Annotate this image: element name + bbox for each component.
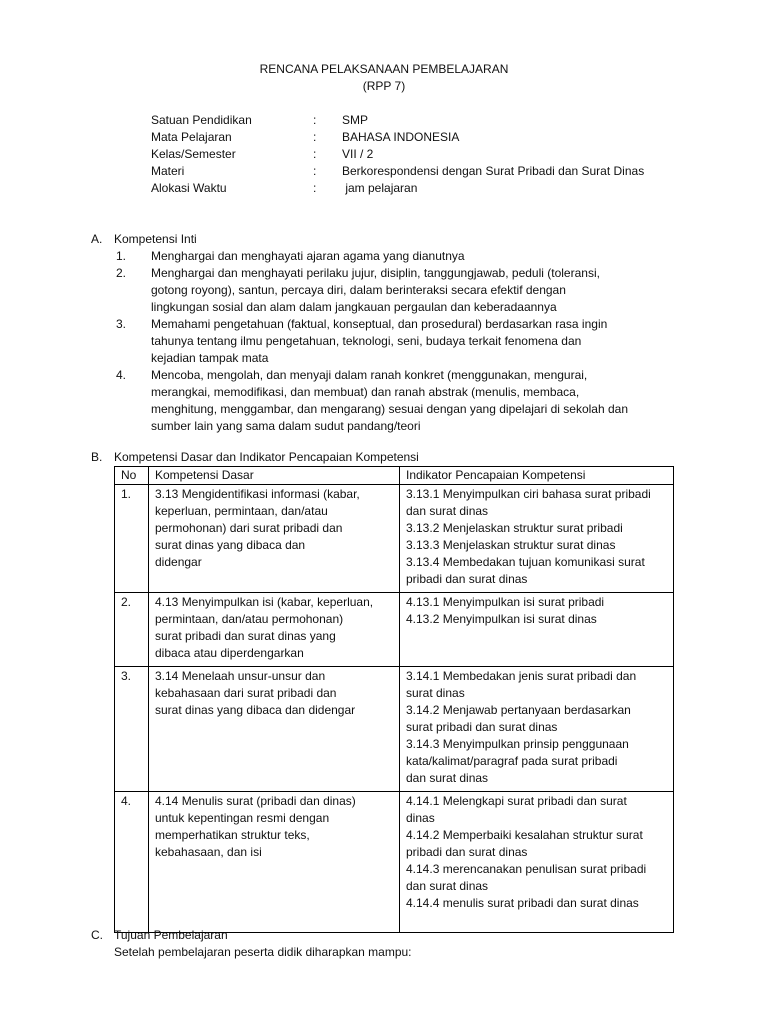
section-title: Tujuan Pembelajaran bbox=[114, 928, 228, 942]
identity-value: BAHASA INDONESIA bbox=[342, 130, 460, 144]
indicator-item: 4.14.3 merencanakan penulisan surat pribadi dan surat dinas bbox=[406, 862, 647, 893]
list-item bbox=[116, 367, 676, 435]
indicator-item: 4.14.2 Memperbaiki kesalahan struktur surat pribadi dan surat dinas bbox=[406, 828, 643, 859]
table-row bbox=[115, 667, 674, 792]
identity-label: Alokasi Waktu bbox=[151, 181, 227, 195]
competency-table bbox=[114, 466, 674, 933]
list-number: 2. bbox=[116, 266, 127, 280]
identity-row-school bbox=[151, 112, 711, 129]
indicator-item: 3.14.1 Membedakan jenis surat pribadi dan surat dinas bbox=[406, 669, 637, 700]
section-letter: C. bbox=[91, 928, 103, 942]
indicator-item: 3.13.3 Menjelaskan struktur surat dinas bbox=[406, 538, 616, 552]
list-item bbox=[116, 265, 676, 316]
document-subtitle: (RPP 7) bbox=[362, 79, 406, 93]
row-number: 3. bbox=[115, 667, 149, 792]
indicators-cell bbox=[400, 792, 674, 933]
table-row bbox=[115, 792, 674, 933]
identity-label: Satuan Pendidikan bbox=[151, 113, 252, 127]
identity-value: Berkorespondensi dengan Surat Pribadi dan Surat Dinas bbox=[342, 164, 645, 178]
identity-label: Materi bbox=[151, 164, 185, 178]
core-competency-list bbox=[116, 248, 676, 435]
indicator-item: 3.13.2 Menjelaskan struktur surat pribadi bbox=[406, 521, 623, 535]
list-item bbox=[116, 316, 676, 367]
section-letter: B. bbox=[91, 450, 103, 464]
list-item bbox=[116, 248, 676, 265]
identity-row-class bbox=[151, 146, 711, 163]
list-number: 1. bbox=[116, 249, 127, 263]
identity-value: VII / 2 bbox=[342, 147, 374, 161]
identity-label: Mata Pelajaran bbox=[151, 130, 232, 144]
indicator-item: 4.13.2 Menyimpulkan isi surat dinas bbox=[406, 612, 597, 626]
identity-colon: : bbox=[313, 164, 317, 178]
basic-competency-cell: 4.14 Menulis surat (pribadi dan dinas) untuk kepentingan resmi dengan memperhatikan struktur teks, kebahasaan, dan isi bbox=[149, 792, 400, 933]
identity-colon: : bbox=[313, 113, 317, 127]
list-text: Menghargai dan menghayati ajaran agama yang dianutnya bbox=[151, 249, 465, 263]
table-row bbox=[115, 593, 674, 667]
indicator-item: 4.14.4 menulis surat pribadi dan surat dinas bbox=[406, 896, 639, 910]
column-header-basic-competency: Kompetensi Dasar bbox=[149, 467, 400, 485]
learning-objective-intro: Setelah pembelajaran peserta didik diharapkan mampu: bbox=[114, 945, 412, 959]
row-number: 4. bbox=[115, 792, 149, 933]
row-number: 2. bbox=[115, 593, 149, 667]
indicators-cell bbox=[400, 593, 674, 667]
identity-row-material bbox=[151, 163, 711, 180]
section-letter: A. bbox=[91, 232, 103, 246]
section-title: Kompetensi Inti bbox=[114, 232, 197, 246]
indicators-cell bbox=[400, 485, 674, 593]
indicator-item: 3.13.4 Membedakan tujuan komunikasi surat pribadi dan surat dinas bbox=[406, 555, 645, 586]
identity-colon: : bbox=[313, 181, 317, 195]
list-number: 3. bbox=[116, 317, 127, 331]
identity-colon: : bbox=[313, 147, 317, 161]
indicator-item: 4.14.1 Melengkapi surat pribadi dan surat dinas bbox=[406, 794, 627, 825]
document-title: RENCANA PELAKSANAAN PEMBELAJARAN bbox=[259, 62, 509, 76]
basic-competency-cell: 4.13 Menyimpulkan isi (kabar, keperluan, permintaan, dan/atau permohonan) surat pribadi dan surat dinas yang dibaca atau diperdengarkan bbox=[149, 593, 400, 667]
identity-label: Kelas/Semester bbox=[151, 147, 236, 161]
indicators-cell bbox=[400, 667, 674, 792]
row-number: 1. bbox=[115, 485, 149, 593]
list-text: Mencoba, mengolah, dan menyaji dalam ranah konkret (menggunakan, mengurai, merangkai, memodifikasi, dan membuat) dan ranah abstrak (menulis, membaca, menghitung, menggambar, dan mengarang) sesuai dengan yang dipelajari di sekolah dan sumber lain yang sama dalam sudut pandang/teori bbox=[151, 368, 628, 433]
indicator-item: 3.13.1 Menyimpulkan ciri bahasa surat pribadi dan surat dinas bbox=[406, 487, 651, 518]
table-row bbox=[115, 485, 674, 593]
column-header-no: No bbox=[115, 467, 149, 485]
list-text: Menghargai dan menghayati perilaku jujur, disiplin, tanggungjawab, peduli (toleransi, gotong royong), santun, percaya diri, dalam berinteraksi secara efektif dengan lingkungan sosial dan alam dalam jangkauan pergaulan dan keberadaannya bbox=[151, 266, 600, 314]
identity-colon: : bbox=[313, 130, 317, 144]
table-header-row bbox=[115, 467, 674, 485]
section-title: Kompetensi Dasar dan Indikator Pencapaian Kompetensi bbox=[114, 450, 419, 464]
indicator-item: 3.14.2 Menjawab pertanyaan berdasarkan surat pribadi dan surat dinas bbox=[406, 703, 631, 734]
identity-value: jam pelajaran bbox=[342, 181, 418, 195]
identity-block bbox=[151, 112, 711, 197]
indicator-item: 3.14.3 Menyimpulkan prinsip penggunaan kata/kalimat/paragraf pada surat pribadi dan surat dinas bbox=[406, 737, 629, 785]
basic-competency-cell: 3.14 Menelaah unsur-unsur dan kebahasaan dari surat pribadi dan surat dinas yang dibaca dan didengar bbox=[149, 667, 400, 792]
basic-competency-cell: 3.13 Mengidentifikasi informasi (kabar, keperluan, permintaan, dan/atau permohonan) dari surat pribadi dan surat dinas yang dibaca dan didengar bbox=[149, 485, 400, 593]
list-number: 4. bbox=[116, 368, 127, 382]
identity-value: SMP bbox=[342, 113, 369, 127]
identity-row-time bbox=[151, 180, 711, 197]
identity-row-subject bbox=[151, 129, 711, 146]
indicator-item: 4.13.1 Menyimpulkan isi surat pribadi bbox=[406, 595, 605, 609]
column-header-indicators: Indikator Pencapaian Kompetensi bbox=[400, 467, 674, 485]
list-text: Memahami pengetahuan (faktual, konseptual, dan prosedural) berdasarkan rasa ingin tahunya tentang ilmu pengetahuan, teknologi, seni, budaya terkait fenomena dan kejadian tampak mata bbox=[151, 317, 608, 365]
